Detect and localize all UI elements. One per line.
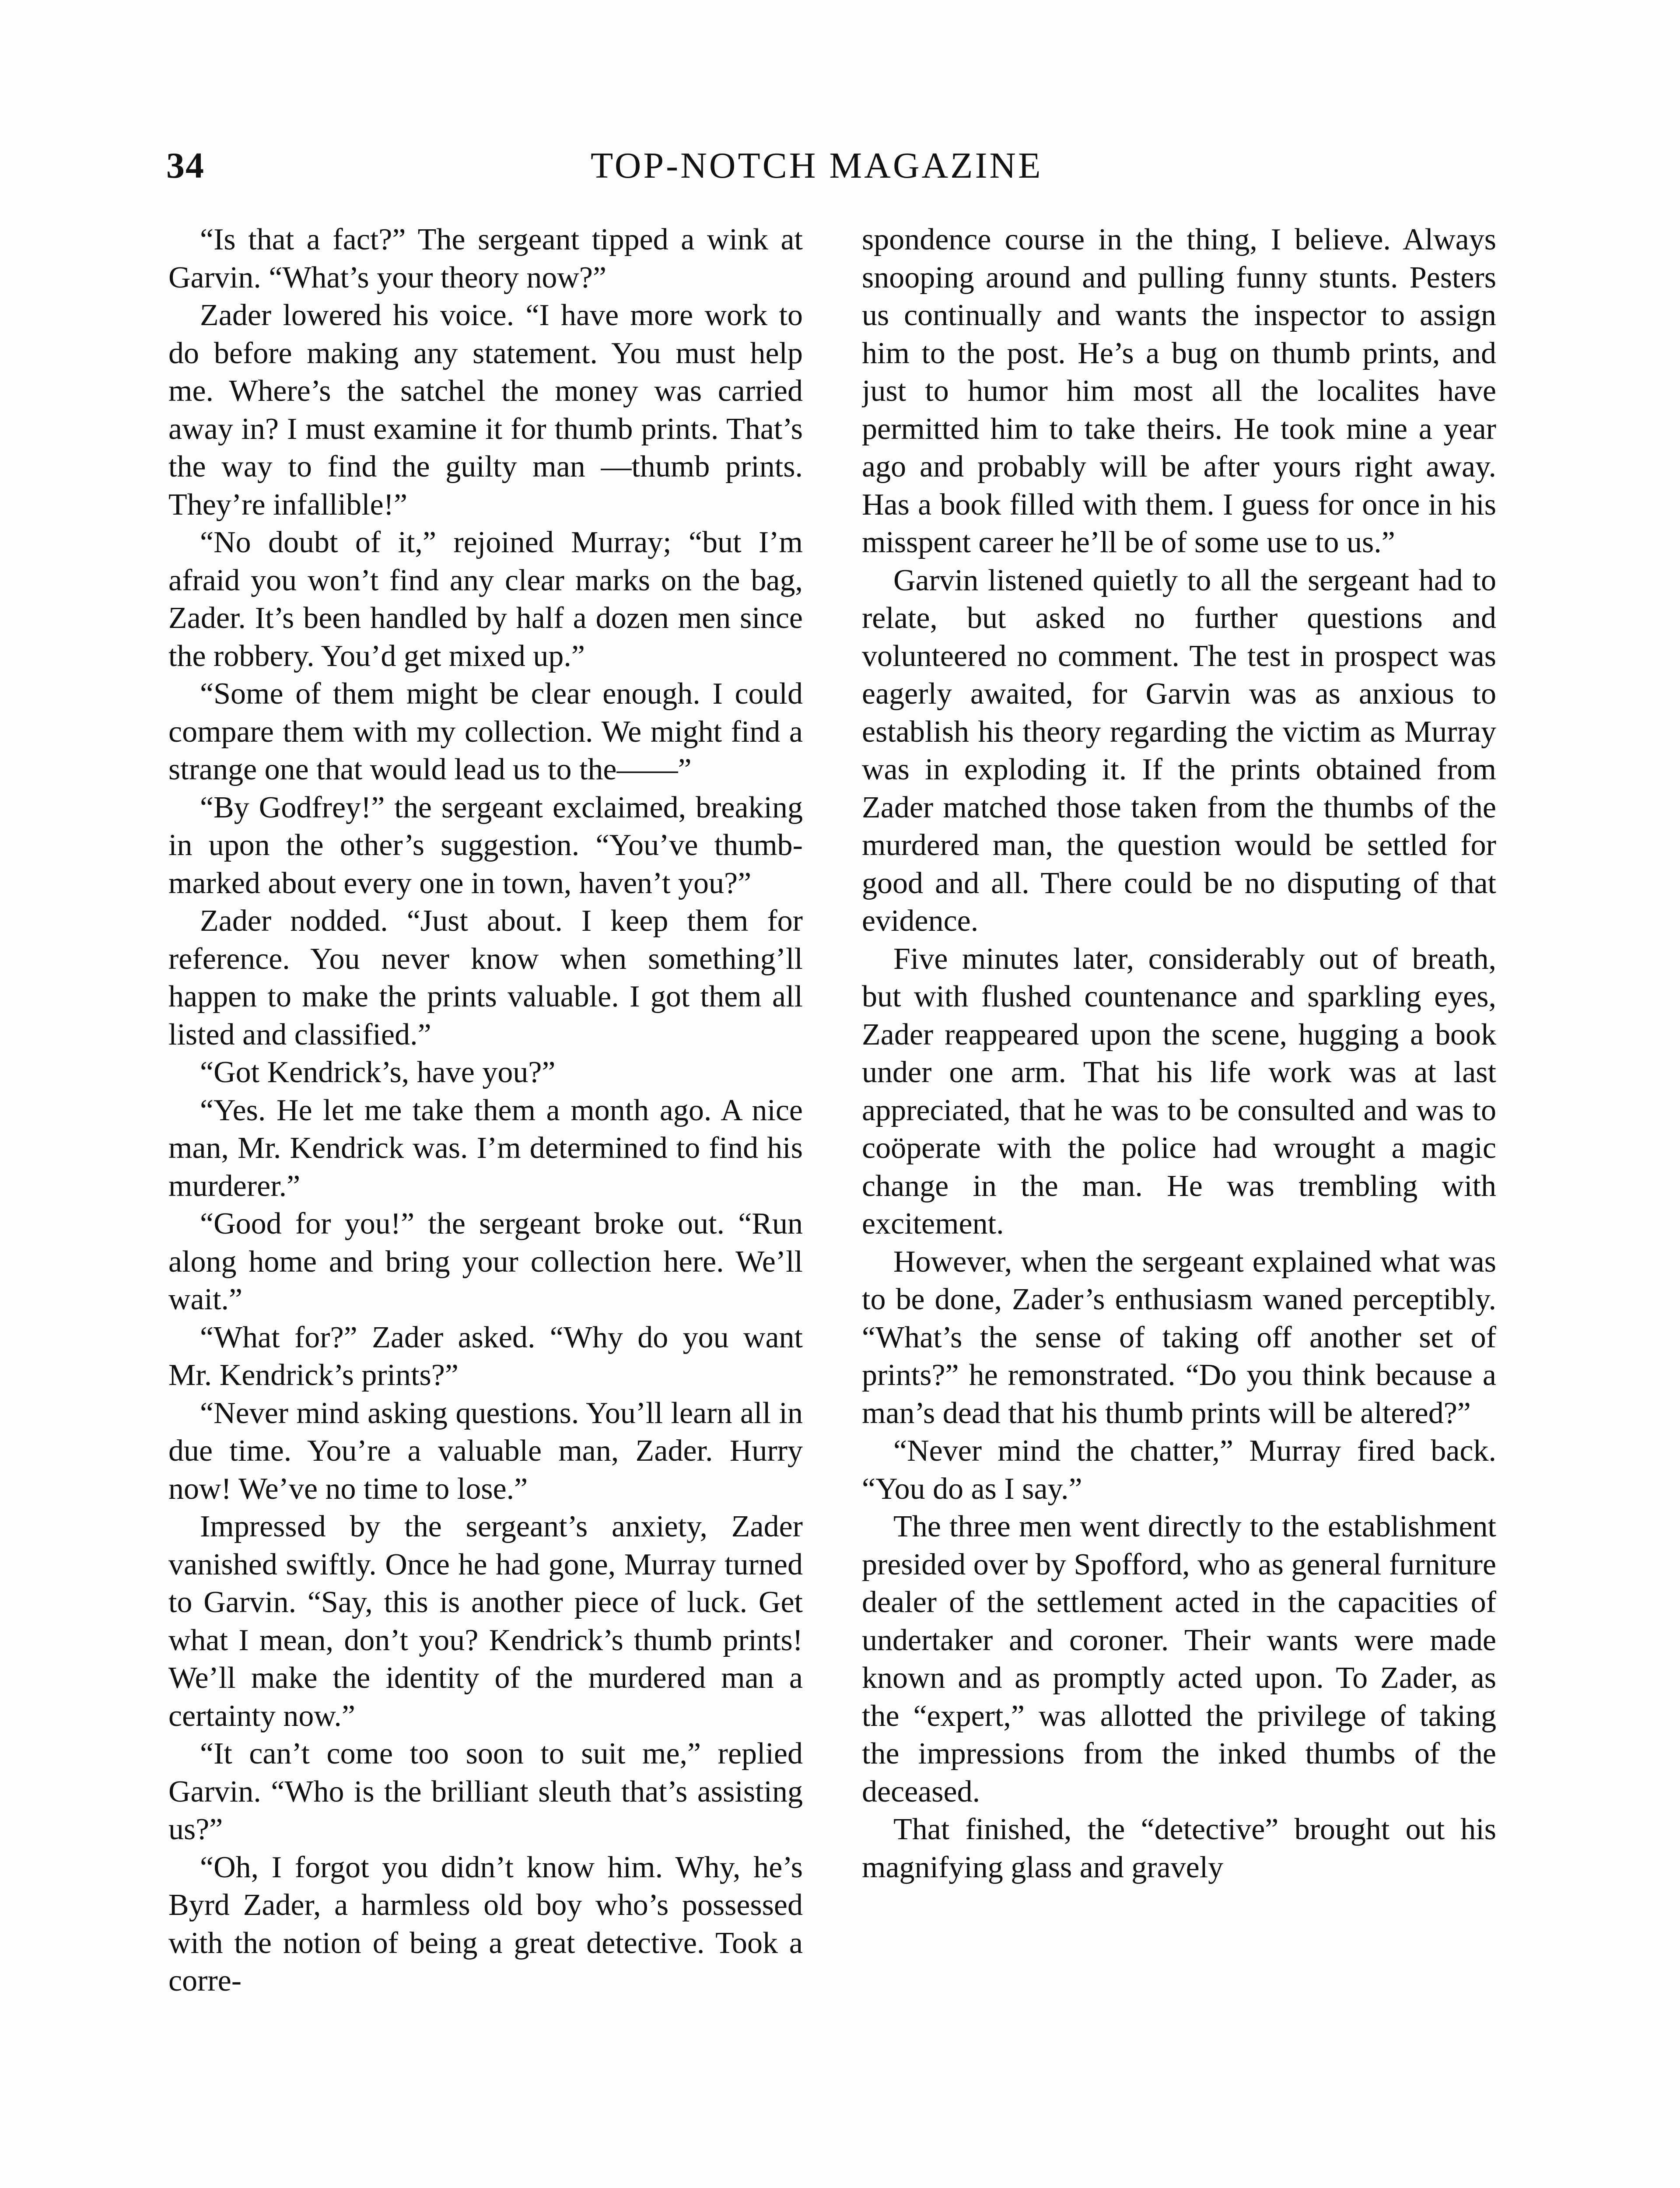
paragraph: “Never mind the chatter,” Murray fired back. “You do as I say.”	[862, 1434, 1496, 1506]
paragraph: “Is that a fact?” The sergeant tipped a wink at Garvin. “What’s your theory now?”	[168, 223, 803, 295]
paragraph: “Good for you!” the sergeant broke out. “Run along home and bring your collection here. We’ll wait.”	[168, 1207, 803, 1316]
paragraph: Garvin listened quietly to all the sergeant had to relate, but asked no further questions and volunteered no comment. The test in prospect was eagerly awaited, for Garvin was as anxious to establish his theory regarding the victim as Murray was in exploding it. If the prints obtained from Zader matched those taken from the thumbs of the murdered man, the question would be settled for good and all. There could be no disputing of that evidence.	[862, 563, 1496, 938]
paragraph: Impressed by the sergeant’s anxiety, Zader vanished swiftly. Once he had gone, Murray turned to Garvin. “Say, this is another piece of luck. Get what I mean, don’t you? Kendrick’s thumb prints! We’ll make the identity of the murdered man a certainty now.”	[168, 1510, 803, 1733]
paragraph: “Yes. He let me take them a month ago. A nice man, Mr. Kendrick was. I’m determined to find his murderer.”	[168, 1093, 803, 1203]
paragraph: “What for?” Zader asked. “Why do you want Mr. Kendrick’s prints?”	[168, 1320, 803, 1392]
paragraph-continued: spondence course in the thing, I believe. Always snooping around and pulling funny stunts. Pesters us continually and wants the inspector to assign him to the post. He’s a bug on thumb prints, and just to humor him most all the localites have permitted him to take theirs. He took mine a year ago and probably will be after yours right away. Has a book filled with them. I guess for once in his misspent career he’ll be of some use to us.”	[862, 223, 1496, 559]
paragraph: “Some of them might be clear enough. I could compare them with my collection. We might find a strange one that would lead us to the——”	[168, 677, 803, 786]
right-column	[862, 221, 1496, 2188]
paragraph: That finished, the “detective” brought out his magnifying glass and gravely	[862, 1813, 1496, 1884]
left-column	[168, 221, 803, 2188]
paragraph: Zader lowered his voice. “I have more work to do before making any statement. You must help me. Where’s the satchel the money was carried away in? I must examine it for thumb prints. That’s the way to find the guilty man —thumb prints. They’re infallible!”	[168, 298, 803, 522]
page-header	[166, 144, 1514, 193]
page-number: 34	[166, 145, 205, 186]
paragraph: Zader nodded. “Just about. I keep them for reference. You never know when something’ll happen to make the prints valuable. I got them all listed and classified.”	[168, 904, 803, 1052]
paragraph: “No doubt of it,” rejoined Murray; “but I’m afraid you won’t find any clear marks on the bag, Zader. It’s been handled by half a dozen men since the robbery. You’d get mixed up.”	[168, 526, 803, 673]
paragraph: “Got Kendrick’s, have you?”	[200, 1055, 556, 1089]
paragraph: Five minutes later, considerably out of breath, but with flushed countenance and sparkling eyes, Zader reappeared upon the scene, hugging a book under one arm. That his life work was at last appreciated, that he was to be consulted and was to coöperate with the police had wrought a magic change in the man. He was trembling with excitement.	[862, 942, 1496, 1241]
running-title: TOP-NOTCH MAGAZINE	[591, 145, 1043, 186]
paragraph: “Oh, I forgot you didn’t know him. Why, he’s Byrd Zader, a harmless old boy who’s possessed with the notion of being a great detective. Took a corre-	[168, 1850, 803, 1998]
paragraph: The three men went directly to the establishment presided over by Spofford, who as general furniture dealer of the settlement acted in the capacities of undertaker and coroner. Their wants were made known and as promptly acted upon. To Zader, as the “expert,” was allotted the privilege of taking the impressions from the inked thumbs of the deceased.	[862, 1510, 1496, 1809]
paragraph: However, when the sergeant explained what was to be done, Zader’s enthusiasm waned perceptibly. “What’s the sense of taking off another set of prints?” he remonstrated. “Do you think because a man’s dead that his thumb prints will be altered?”	[862, 1245, 1496, 1430]
paragraph: “It can’t come too soon to suit me,” replied Garvin. “Who is the brilliant sleuth that’s assisting us?”	[168, 1737, 803, 1846]
paragraph: “By Godfrey!” the sergeant exclaimed, breaking in upon the other’s suggestion. “You’ve thumb-marked about every one in town, haven’t you?”	[168, 790, 803, 900]
paragraph: “Never mind asking questions. You’ll learn all in due time. You’re a valuable man, Zader. Hurry now! We’ve no time to lose.”	[168, 1396, 803, 1506]
